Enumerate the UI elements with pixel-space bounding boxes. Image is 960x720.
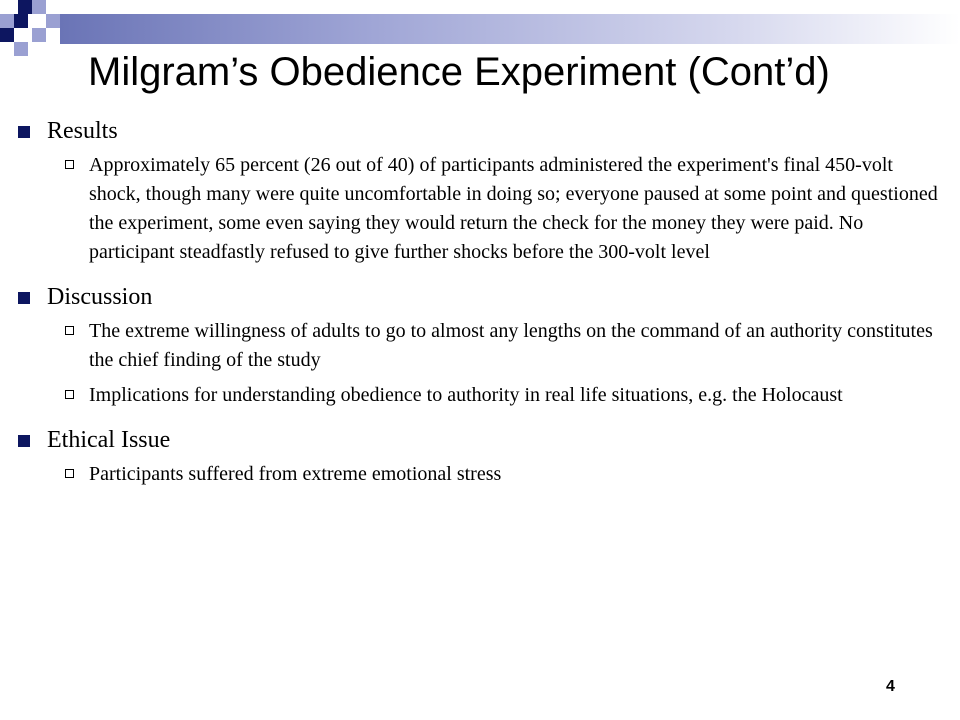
corner-square-lavender: [0, 14, 14, 28]
hollow-square-bullet-icon: [65, 390, 74, 399]
hollow-square-bullet-icon: [65, 160, 74, 169]
corner-square-navy: [18, 0, 32, 14]
section-heading: Discussion: [18, 281, 943, 313]
section-heading: Ethical Issue: [18, 424, 943, 456]
slide-content: [18, 115, 943, 497]
sub-bullet-item: Implications for understanding obedience to authority in real life situations, e.g. the Holocaust: [18, 381, 943, 410]
corner-square-lavender: [32, 0, 46, 14]
sub-bullet-item: Approximately 65 percent (26 out of 40) of participants administered the experiment's final 450-volt shock, though many were quite uncomfortable in doing so; everyone paused at some point and questioned the experiment, some even saying they would return the check for the money they were paid. No participant steadfastly refused to give further shocks before the 300-volt level: [18, 151, 943, 267]
square-bullet-icon: [18, 126, 30, 138]
page-number: 4: [886, 678, 895, 695]
hollow-square-bullet-icon: [65, 469, 74, 478]
header-gradient-bar: [60, 14, 960, 44]
section-discussion: [18, 281, 943, 410]
sub-bullet-item: Participants suffered from extreme emotional stress: [18, 460, 943, 489]
section-ethical-issue: [18, 424, 943, 489]
square-bullet-icon: [18, 292, 30, 304]
corner-square-lavender: [14, 42, 28, 56]
sub-bullet-item: The extreme willingness of adults to go to almost any lengths on the command of an authority constitutes the chief finding of the study: [18, 317, 943, 375]
corner-square-navy: [0, 28, 14, 42]
square-bullet-icon: [18, 435, 30, 447]
section-heading: Results: [18, 115, 943, 147]
corner-square-lavender: [32, 28, 46, 42]
section-results: [18, 115, 943, 267]
hollow-square-bullet-icon: [65, 326, 74, 335]
corner-square-navy: [14, 14, 28, 28]
slide-title: Milgram’s Obedience Experiment (Cont’d): [88, 50, 830, 94]
corner-square-lavender: [46, 14, 60, 28]
